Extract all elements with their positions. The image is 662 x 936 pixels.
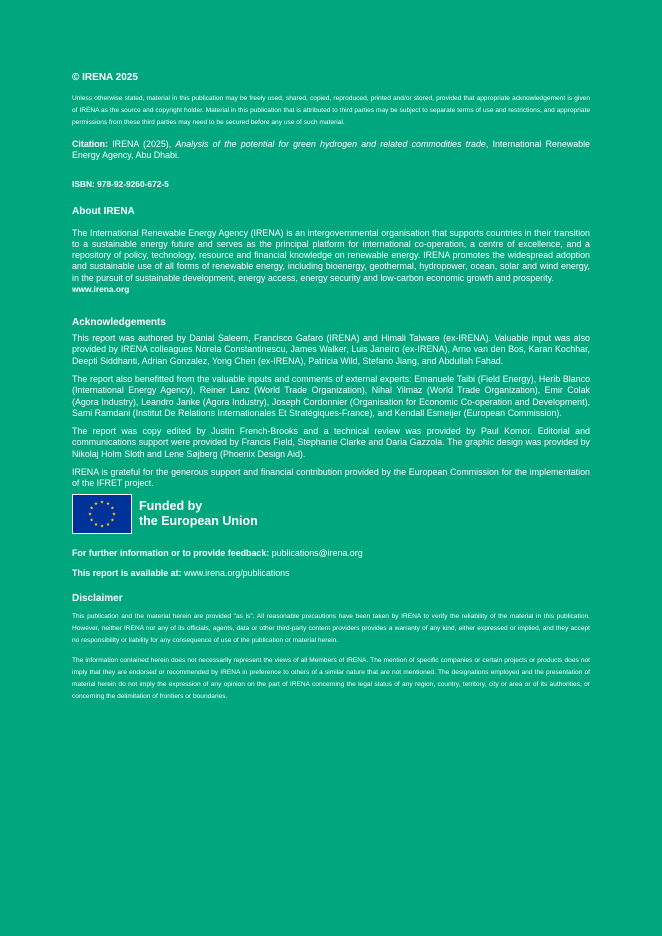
acknowledgements-paragraph-1: This report was authored by Danial Saleem, Francisco Gafaro (IRENA) and Himali Talware (ex-IRENA). Valuable input was also provided by IRENA colleagues Norela Constantinescu, James Walker, Luis Janeiro (ex-IRENA), Arno van den Bos, Karan Kochhar, Deepti Siddhanti, Adrian Gonzalez, Yong Chen (ex-IRENA), Patricia Wild, Stefano Jiang, and Abdullah Fahad.: [72, 333, 590, 366]
eu-funding-line-1: Funded by: [139, 498, 203, 513]
about-text: The International Renewable Energy Agency (IRENA) is an intergovernmental organisation that supports countries in their transition to a sustainable energy future and serves as the principal platform for international co-operation, a centre of excellence, and a repository of policy, technology, resource and financial knowledge on renewable energy. IRENA promotes the widespread adoption and sustainable use of all forms of renewable energy, including bioenergy, geothermal, hydropower, ocean, solar and wind energy, in the pursuit of sustainable development, energy access, energy security and low-carbon economic growth and prosperity.: [72, 227, 590, 283]
acknowledgements-paragraph-4: IRENA is grateful for the generous support and financial contribution provided by the European Commission for the implementation of the IFRET project.: [72, 467, 590, 489]
citation-title: Analysis of the potential for green hydrogen and related commodities trade: [175, 139, 486, 149]
eu-funding-logo: [72, 494, 590, 534]
eu-star-icon: [100, 500, 104, 503]
eu-star-icon: [100, 524, 104, 527]
eu-star-icon: [106, 501, 110, 504]
about-link[interactable]: www.irena.org: [72, 284, 130, 295]
feedback-line: [72, 547, 590, 559]
citation-suffix: , International Renewable Energy Agency, Abu Dhabi.: [72, 139, 590, 161]
availability-link[interactable]: www.irena.org/publications: [183, 567, 290, 578]
disclaimer-heading: Disclaimer: [72, 592, 123, 604]
eu-funding-text: [139, 499, 258, 529]
feedback-email[interactable]: publications@irena.org: [271, 547, 363, 558]
disclaimer-paragraph-2: The information contained herein does not necessarily represent the views of all Members of IRENA. The mention of specific companies or certain projects or products does not imply that they are endorsed or recommended by IRENA in preference to others of a similar nature that are not mentioned. The designations employed and the presentation of material herein do not imply the expression of any opinion on the part of IRENA concerning the legal status of any region, country, territory, city or area or of its authorities, or concerning the delimitation of frontiers or boundaries.: [72, 656, 590, 700]
eu-funding-line-2: the European Union: [139, 513, 258, 528]
availability-line: [72, 567, 590, 579]
eu-star-icon: [90, 506, 94, 509]
eu-flag-icon: [72, 494, 132, 534]
eu-stars: [73, 495, 131, 533]
imprint-page: [72, 72, 590, 703]
citation-label: Citation:: [72, 139, 108, 149]
citation: [72, 139, 590, 162]
eu-star-icon: [90, 518, 94, 521]
about-heading: About IRENA: [72, 205, 135, 217]
disclaimer-paragraph-1: This publication and the material herein are provided "as is". All reasonable precautions have been taken by IRENA to verify the reliability of the material in this publication. However, neither IRENA nor any of its officials, agents, data or other third-party content providers provides a warranty of any kind, either expressed or implied, and they accept no responsibility or liability for any consequence of use of the publication or material herein.: [72, 612, 590, 644]
availability-label: This report is available at:: [72, 567, 182, 578]
eu-star-icon: [88, 512, 92, 515]
eu-star-icon: [112, 512, 116, 515]
citation-prefix: IRENA (2025),: [112, 139, 176, 149]
feedback-label: For further information or to provide feedback:: [72, 547, 270, 558]
license-text: Unless otherwise stated, material in this publication may be freely used, shared, copied, reproduced, printed and/or stored, provided that appropriate acknowledgement is given of IRENA as the source and copyright holder. Material in this publication that is attributed to third parties may be subject to separate terms of use and restrictions, and appropriate permissions from these third parties may need to be secured before any use of such material.: [72, 95, 590, 126]
eu-star-icon: [111, 506, 115, 509]
isbn: ISBN: 978-92-9260-672-5: [72, 178, 169, 189]
eu-star-icon: [94, 501, 98, 504]
acknowledgements-paragraph-2: The report also benefitted from the valuable inputs and comments of external experts: Emanuele Taibi (Field Energy), Herib Blanco (International Energy Agency), Reiner Lanz (World Trade Organization), Nihal Yilmaz (World Trade Organization), Emir Colak (Agora Industry), Leandro Janke (Agora Industry), Joseph Cordonnier (Organisation for Economic Co-operation and Development), Sami Ramdani (Institut De Relations Internationales Et Stratégiques-France), and Kendall Esmeijer (European Commission).: [72, 373, 590, 418]
eu-star-icon: [94, 522, 98, 525]
acknowledgements-heading: Acknowledgements: [72, 317, 166, 329]
copyright-line: © IRENA 2025: [72, 72, 138, 83]
eu-star-icon: [106, 522, 110, 525]
eu-star-icon: [111, 518, 115, 521]
acknowledgements-paragraph-3: The report was copy edited by Justin French-Brooks and a technical review was provided by Paul Komor. Editorial and communications support were provided by Francis Field, Stephanie Clarke and Daria Gazzola. The graphic design was provided by Nikolaj Holm Sloth and Lene Søjberg (Phoenix Design Aid).: [72, 426, 590, 459]
